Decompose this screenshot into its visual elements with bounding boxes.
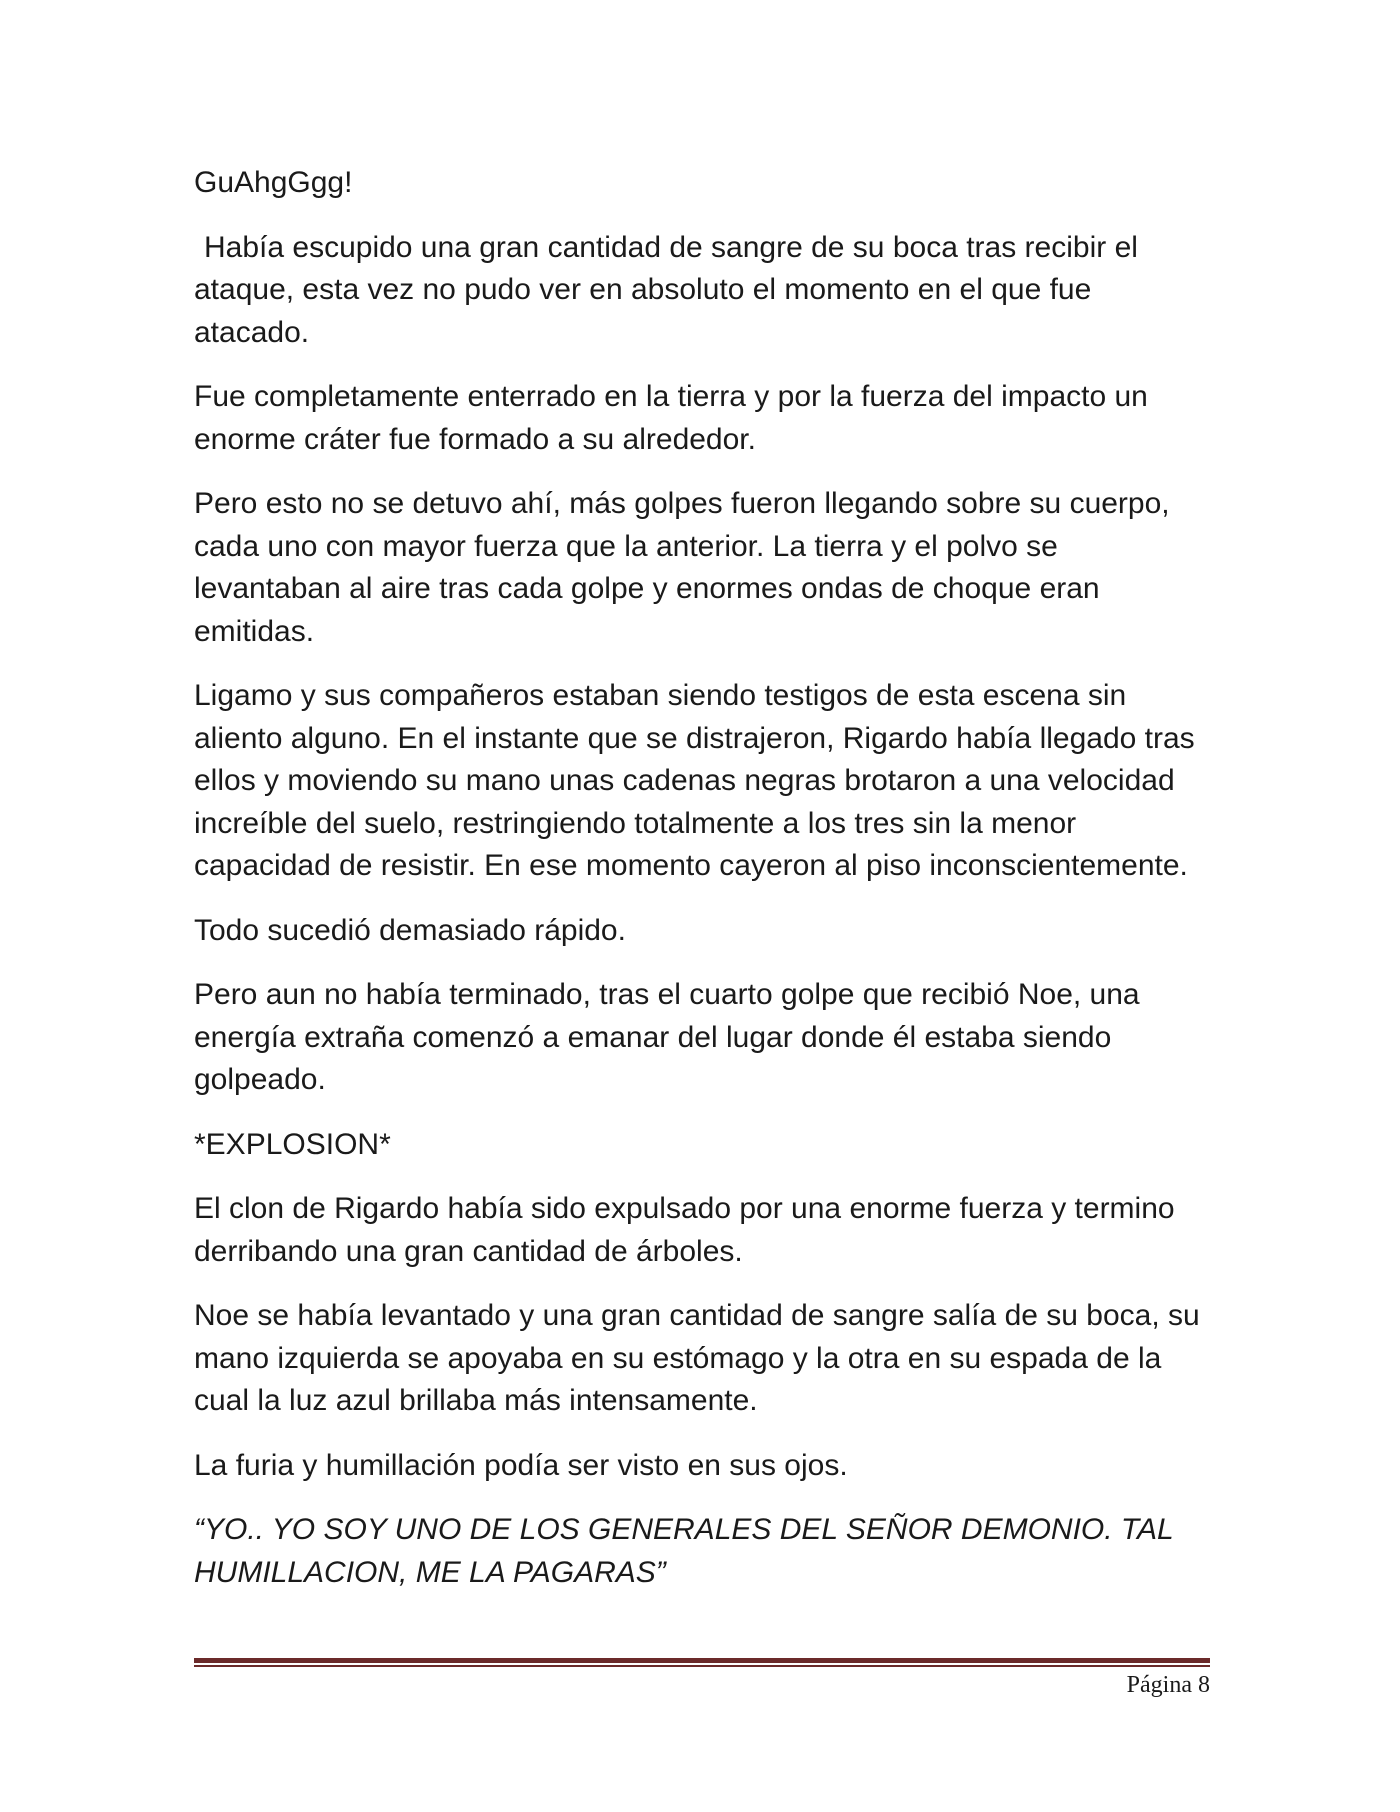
- paragraph-clone: El clon de Rigardo había sido expulsado por una enorme fuerza y termino derribando una gran cantidad de árboles.: [194, 1192, 1175, 1268]
- paragraph-energy: Pero aun no había terminado, tras el cuarto golpe que recibió Noe, una energía extraña comenzó a emanar del lugar donde él estaba siendo golpeado.: [194, 978, 1140, 1096]
- paragraph-blood: Había escupido una gran cantidad de sangre de su boca tras recibir el ataque, esta vez no pudo ver en absoluto el momento en el que fue atacado.: [194, 230, 1138, 349]
- footer-divider-thick: [194, 1658, 1210, 1663]
- paragraph-fury: La furia y humillación podía ser visto en sus ojos.: [194, 1448, 848, 1482]
- footer-divider-thin: [194, 1665, 1210, 1667]
- paragraph-exclamation: GuAhgGgg!: [194, 166, 353, 199]
- footer-divider: [194, 1658, 1210, 1667]
- paragraph-fast: Todo sucedió demasiado rápido.: [194, 913, 626, 947]
- paragraph-chains: Ligamo y sus compañeros estaban siendo testigos de esta escena sin aliento alguno. En el instante que se distrajeron, Rigardo había llegado tras ellos y moviendo su mano unas cadenas negras brotaron a una velocidad increíble del suelo, restringiendo totalmente a los tres sin la menor capacidad de resistir. En ese momento cayeron al piso inconscientemente.: [194, 679, 1195, 882]
- page-number: Página 8: [1126, 1672, 1210, 1698]
- paragraph-explosion: *EXPLOSION*: [194, 1127, 391, 1161]
- paragraph-crater: Fue completamente enterrado en la tierra y por la fuerza del impacto un enorme cráter fue formado a su alrededor.: [194, 380, 1148, 456]
- paragraph-shout: “YO.. YO SOY UNO DE LOS GENERALES DEL SEÑOR DEMONIO. TAL HUMILLACION, ME LA PAGARAS”: [194, 1513, 1174, 1589]
- paragraph-noe-rises: Noe se había levantado y una gran cantidad de sangre salía de su boca, su mano izquierda se apoyaba en su estómago y la otra en su espada de la cual la luz azul brillaba más intensamente.: [194, 1299, 1200, 1417]
- body-text: [194, 162, 1210, 1616]
- paragraph-blows: Pero esto no se detuvo ahí, más golpes fueron llegando sobre su cuerpo, cada uno con mayor fuerza que la anterior. La tierra y el polvo se levantaban al aire tras cada golpe y enormes ondas de choque eran emitidas.: [194, 487, 1170, 648]
